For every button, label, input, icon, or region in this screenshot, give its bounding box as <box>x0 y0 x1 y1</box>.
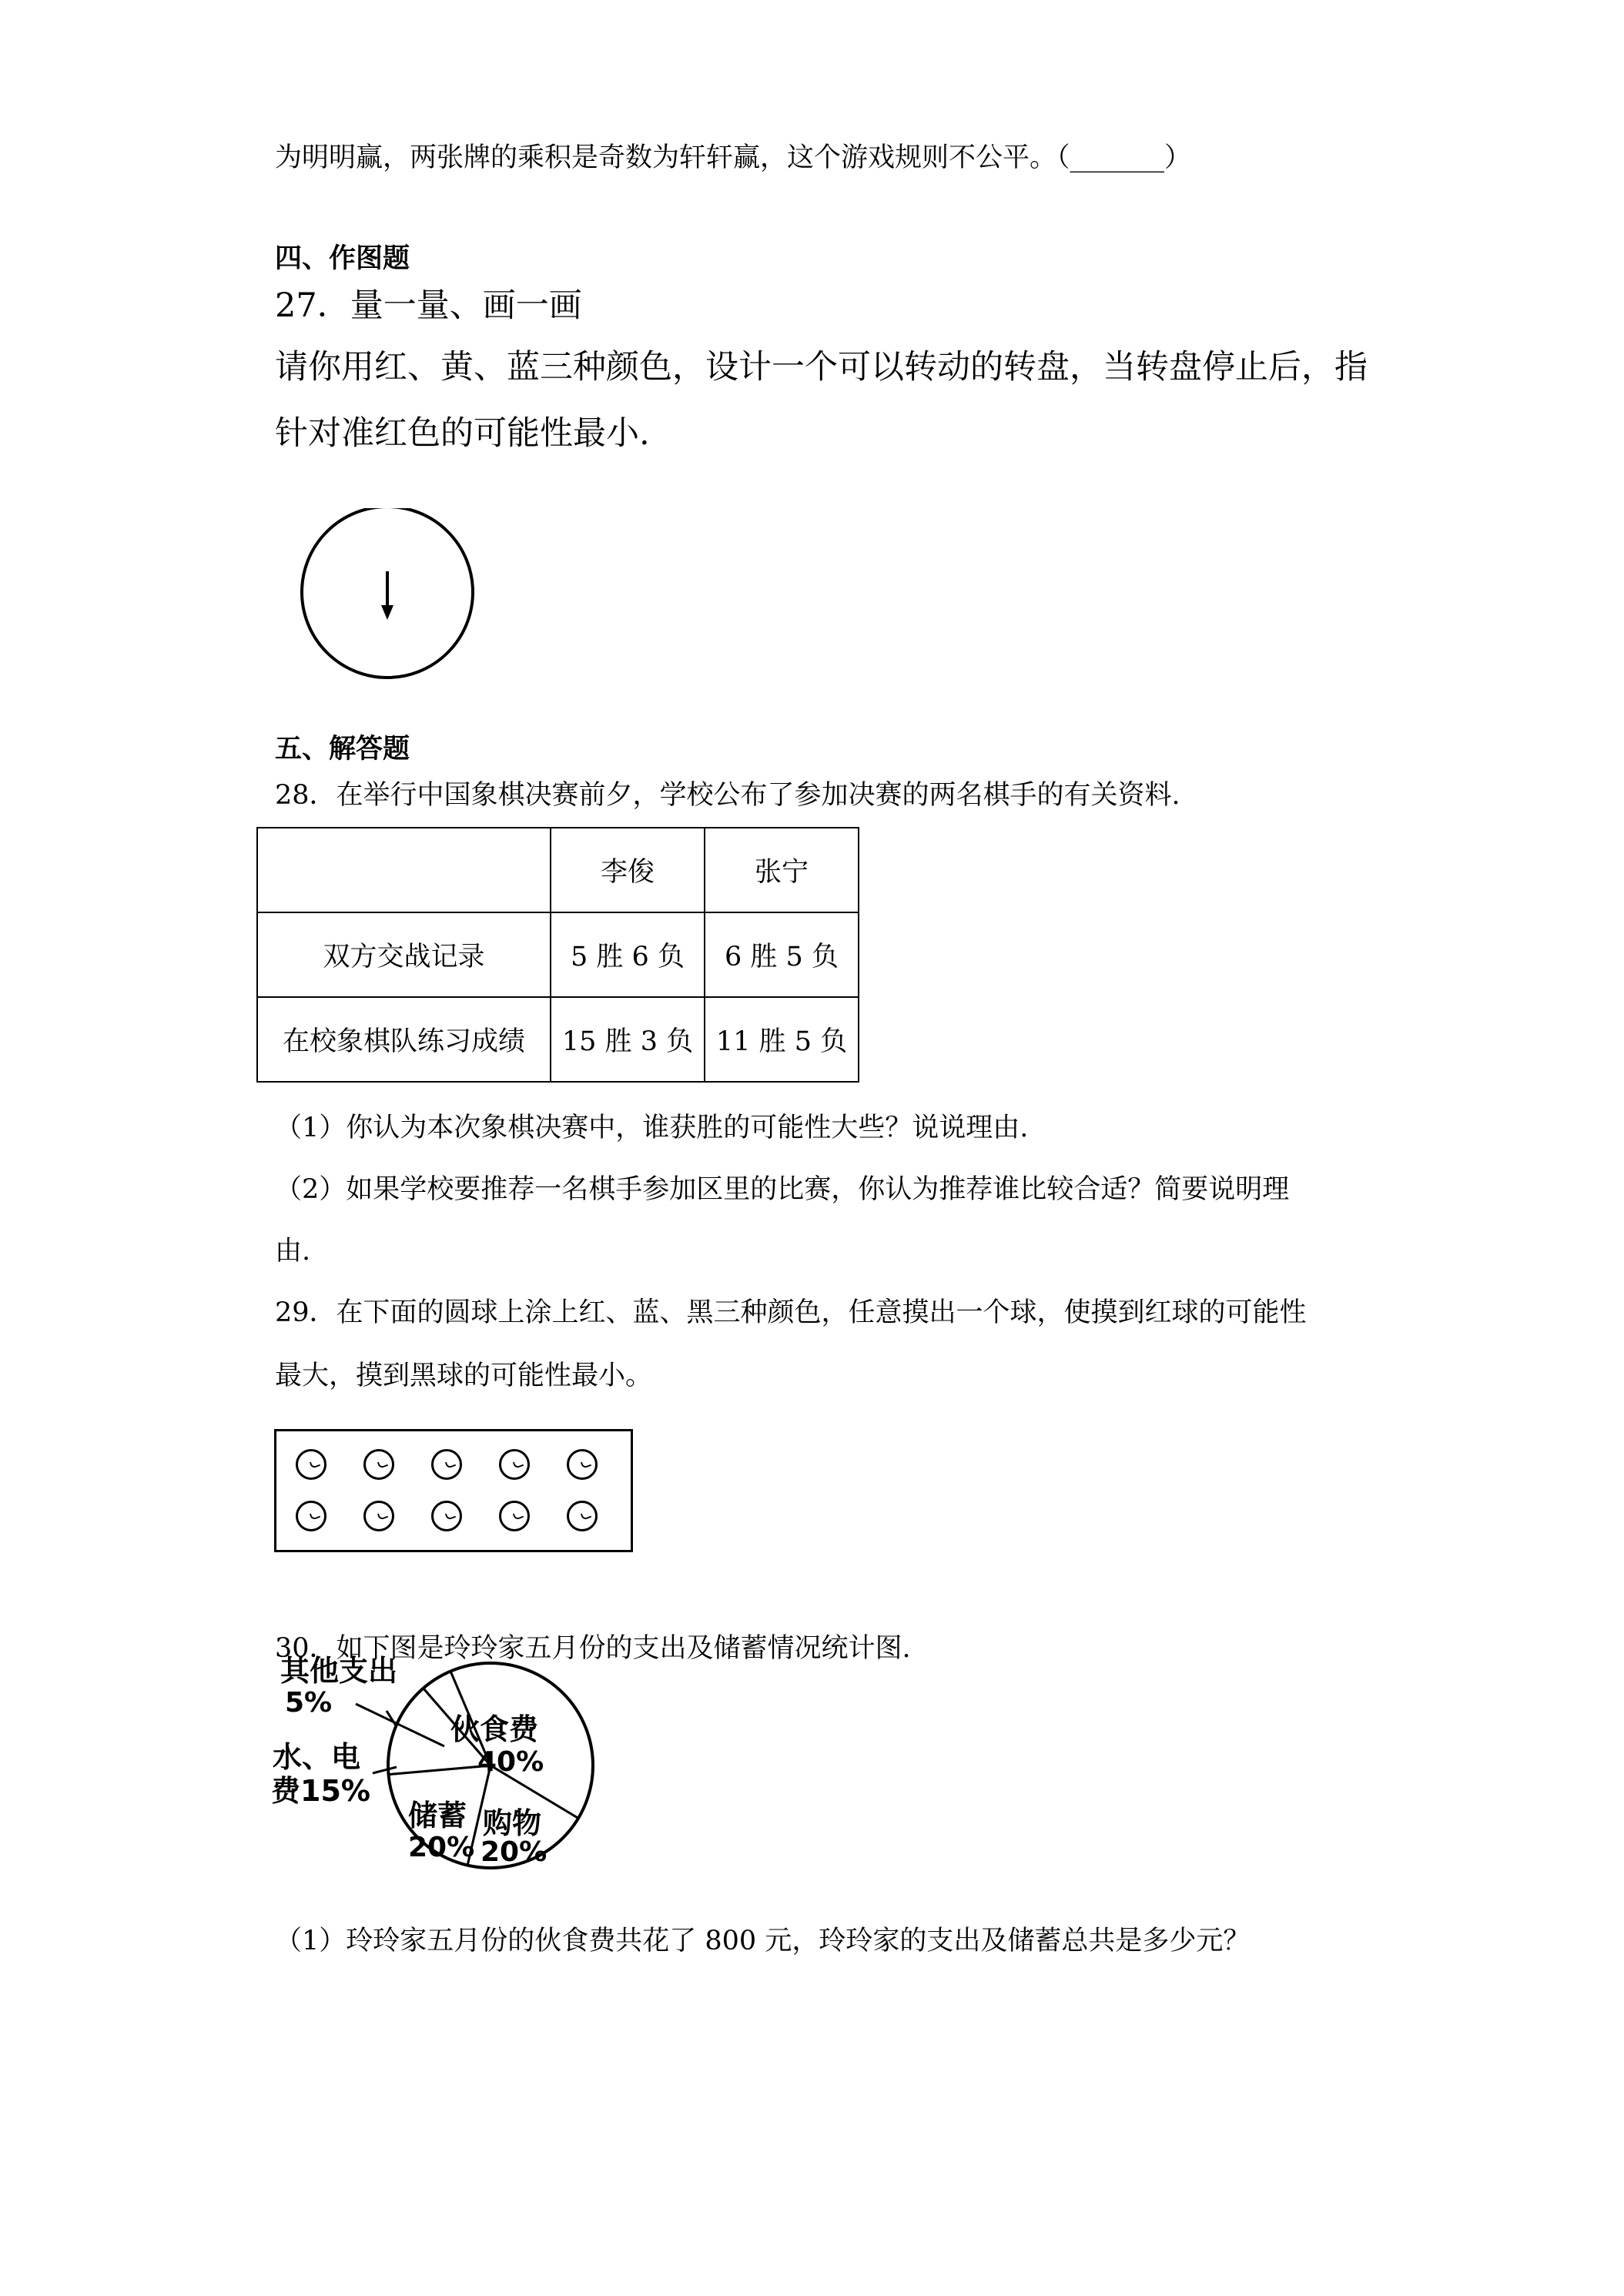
label-shopping-pct: 20% <box>481 1836 547 1868</box>
label-water-pct: 费15% <box>271 1774 370 1808</box>
label-savings-pct: 20% <box>408 1832 475 1863</box>
q30-sub1: （1）玲玲家五月份的伙食费共花了 800 元，玲玲家的支出及储蓄总共是多少元？ <box>275 1926 1251 1956</box>
table-cell: 在校象棋队练习成绩 <box>257 997 551 1082</box>
q27-line1: 请你用红、黄、蓝三种颜色，设计一个可以转动的转盘，当转盘停止后，指 <box>275 348 1368 387</box>
q29-line2: 最大，摸到黑球的可能性最小。 <box>275 1361 653 1391</box>
table-row <box>257 997 859 1082</box>
ball[interactable] <box>363 1449 394 1480</box>
q28-sub2-line2: 由. <box>275 1236 311 1267</box>
table-cell: 6 胜 5 负 <box>705 912 859 997</box>
chess-record-table <box>256 827 859 1083</box>
table-cell: 15 胜 3 负 <box>551 997 705 1082</box>
ball[interactable] <box>499 1501 530 1531</box>
table-header-cell <box>257 828 551 912</box>
table-cell: 5 胜 6 负 <box>551 912 705 997</box>
ball[interactable] <box>431 1501 462 1531</box>
label-other-name: 其他支出 <box>280 1654 398 1688</box>
table-header-row <box>257 828 859 912</box>
q29-line1: 29．在下面的圆球上涂上红、蓝、黑三种颜色，任意摸出一个球，使摸到红球的可能性 <box>275 1297 1307 1328</box>
ball[interactable] <box>567 1501 598 1531</box>
label-savings-name: 储蓄 <box>408 1799 467 1832</box>
q28-sub2-line1: （2）如果学校要推荐一名棋手参加区里的比赛，你认为推荐谁比较合适？简要说明理 <box>275 1174 1290 1205</box>
ball[interactable] <box>296 1501 326 1531</box>
q30-title: 30．如下图是玲玲家五月份的支出及储蓄情况统计图. <box>275 1633 911 1664</box>
q28-sub1: （1）你认为本次象棋决赛中，谁获胜的可能性大些？说说理由. <box>275 1113 1029 1143</box>
table-row <box>257 912 859 997</box>
ball[interactable] <box>567 1449 598 1480</box>
section-drawing-heading: 四、作图题 <box>275 243 410 274</box>
pie-chart <box>271 1652 594 1890</box>
table-cell: 11 胜 5 负 <box>705 997 859 1082</box>
label-food-name: 伙食费 <box>450 1712 539 1746</box>
table-header-cell: 张宁 <box>705 828 859 912</box>
label-other-pct: 5% <box>285 1687 333 1719</box>
label-shopping-name: 购物 <box>483 1806 542 1840</box>
table-header-cell: 李俊 <box>551 828 705 912</box>
label-water-name: 水、电 <box>273 1740 361 1774</box>
top-question-line: 为明明赢，两张牌的乘积是奇数为轩轩赢，这个游戏规则不公平。（_______） <box>275 142 1192 173</box>
section-answer-heading: 五、解答题 <box>275 734 410 765</box>
label-food-pct: 40% <box>477 1746 544 1778</box>
ball[interactable] <box>296 1449 326 1480</box>
ball[interactable] <box>431 1449 462 1480</box>
q27-line2: 针对准红色的可能性最小. <box>275 414 650 453</box>
q27-title: 27．量一量、画一画 <box>275 286 582 325</box>
table-cell: 双方交战记录 <box>257 912 551 997</box>
spinner-arrow-head <box>381 605 393 620</box>
ball[interactable] <box>363 1501 394 1531</box>
spinner-figure <box>293 508 493 685</box>
q28-title: 28．在举行中国象棋决赛前夕，学校公布了参加决赛的两名棋手的有关资料. <box>275 780 1180 811</box>
balls-box <box>274 1429 633 1552</box>
ball[interactable] <box>499 1449 530 1480</box>
